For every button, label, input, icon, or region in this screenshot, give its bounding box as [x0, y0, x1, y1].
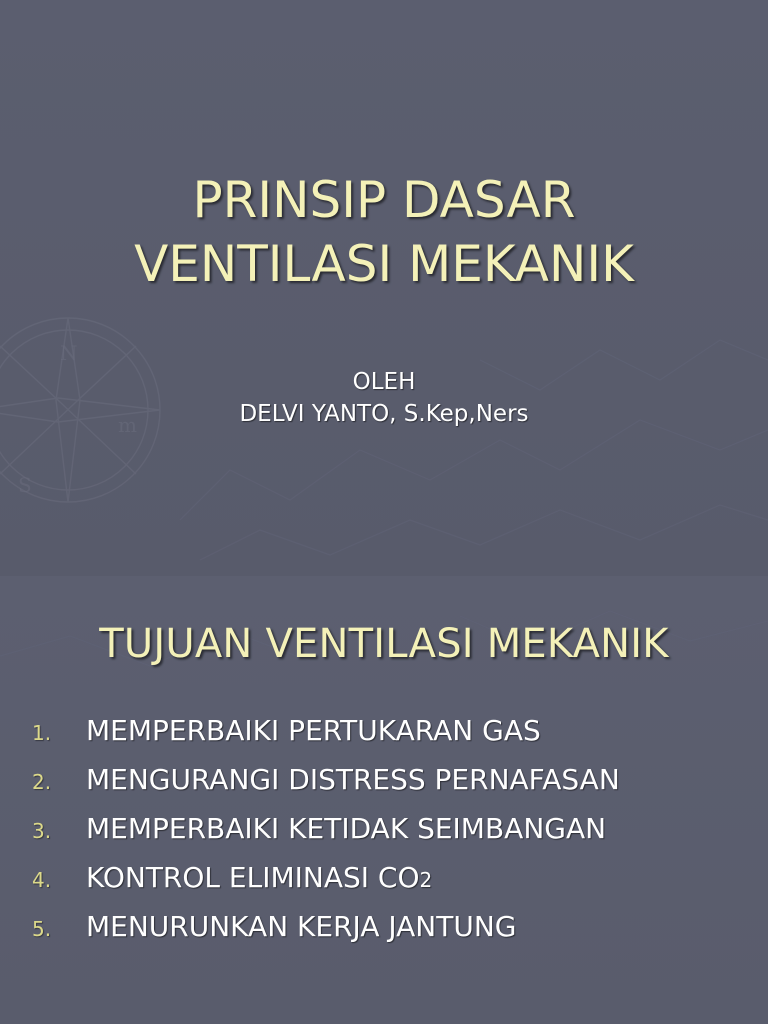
list-item: [32, 861, 620, 910]
list-text-co2: [86, 861, 432, 894]
list-number: 3.: [32, 819, 52, 843]
title-line-1: PRINSIP DASAR: [192, 171, 576, 229]
page-title: [0, 168, 768, 296]
list-text: MENURUNKAN KERJA JANTUNG: [86, 910, 517, 943]
list-item: [32, 714, 620, 763]
list-text: MEMPERBAIKI PERTUKARAN GAS: [86, 714, 541, 747]
list-item: [32, 812, 620, 861]
list-number: 5.: [32, 917, 52, 941]
svg-text:m: m: [118, 413, 137, 437]
list-text: MEMPERBAIKI KETIDAK SEIMBANGAN: [86, 812, 607, 845]
title-line-2: VENTILASI MEKANIK: [134, 235, 634, 293]
svg-text:S: S: [18, 473, 32, 497]
objectives-slide: [0, 576, 768, 1024]
section-title: TUJUAN VENTILASI MEKANIK: [99, 621, 669, 667]
list-text: KONTROL ELIMINASI CO: [86, 861, 420, 894]
list-number: 4.: [32, 868, 52, 892]
svg-text:N: N: [60, 341, 78, 365]
author-block: [0, 366, 768, 430]
author-name: DELVI YANTO, S.Kep,Ners: [239, 401, 529, 427]
list-number: 2.: [32, 770, 52, 794]
list-item: [32, 763, 620, 812]
list-number: 1.: [32, 721, 52, 745]
objectives-list: [32, 714, 620, 959]
author-prefix: OLEH: [352, 369, 416, 395]
list-item: [32, 910, 620, 959]
list-text: MENGURANGI DISTRESS PERNAFASAN: [86, 763, 620, 796]
co2-subscript: 2: [419, 868, 433, 892]
